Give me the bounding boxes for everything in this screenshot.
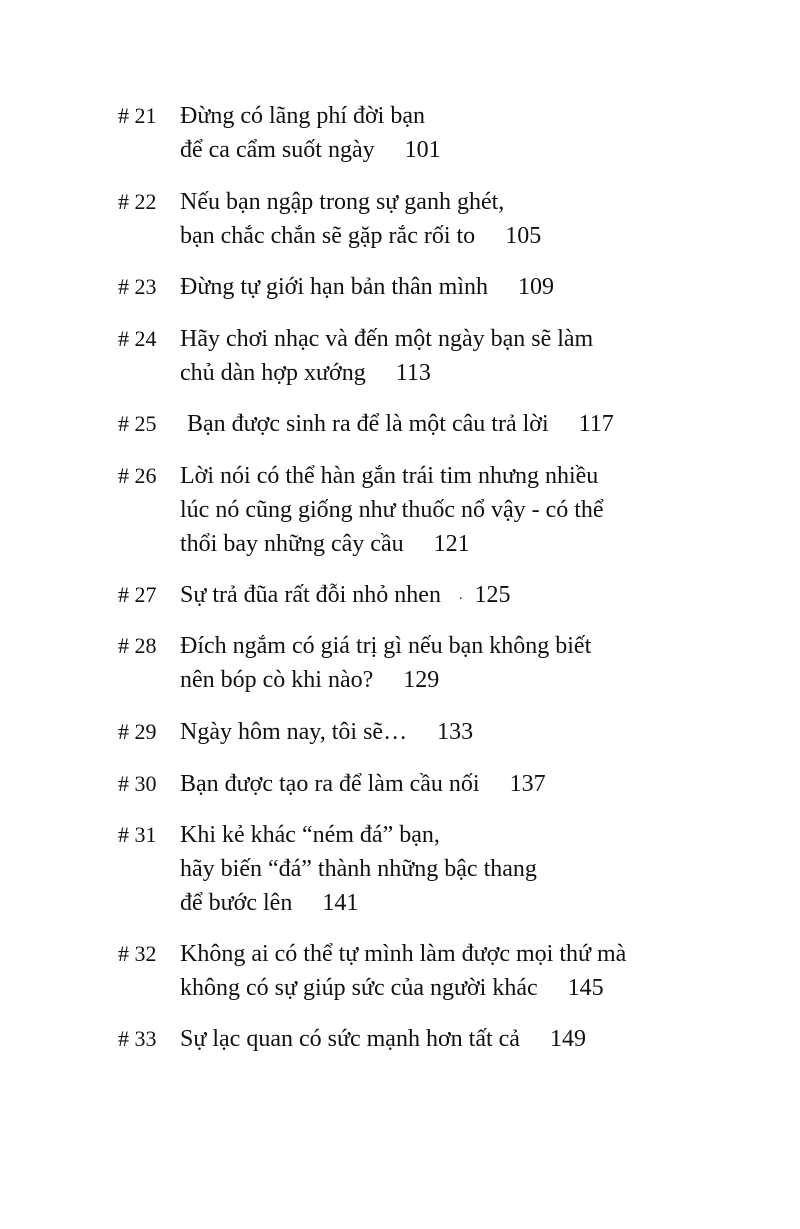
entry-title-line-last	[180, 219, 770, 253]
page-number: 121	[433, 531, 470, 557]
entry-title-text: để ca cẩm suốt ngày	[180, 137, 375, 163]
page-number: 141	[322, 890, 359, 916]
entry-title-text: Ngày hôm nay, tôi sẽ…	[180, 719, 408, 745]
entry-title-text: Bạn được sinh ra để là một câu trả lời	[187, 411, 549, 437]
stray-dot: .	[458, 588, 463, 603]
page-number: 125	[474, 582, 511, 608]
entry-number: # 30	[118, 771, 157, 796]
entry-title	[180, 459, 770, 561]
entry-title	[180, 715, 770, 749]
entry-title-text: Đừng tự giới hạn bản thân mình	[180, 274, 489, 300]
entry-title-line-last	[180, 1022, 770, 1056]
entry-title	[180, 937, 770, 1005]
entry-title	[187, 407, 777, 441]
entry-title-line: Không ai có thể tự mình làm được mọi thứ mà	[180, 941, 627, 967]
entry-title-line-last	[180, 886, 770, 920]
page-number: 117	[578, 411, 614, 437]
entry-title-text: Sự trả đũa rất đỗi nhỏ nhen	[180, 582, 441, 608]
entry-number: # 31	[118, 822, 157, 847]
entry-title-line: lúc nó cũng giống như thuốc nổ vậy - có thể	[180, 497, 604, 523]
entry-number: # 32	[118, 941, 157, 966]
entry-title-line-last	[180, 971, 770, 1005]
entry-title-line-last	[180, 663, 770, 697]
entry-title-text: bạn chắc chắn sẽ gặp rắc rối to	[180, 223, 476, 249]
entry-number: # 26	[118, 463, 157, 488]
entry-number: # 25	[118, 411, 157, 436]
page-number: 145	[567, 975, 604, 1001]
entry-title-line: Nếu bạn ngập trong sự ganh ghét,	[180, 189, 505, 215]
entry-title-line-last	[180, 715, 770, 749]
page-number: 149	[549, 1026, 586, 1052]
entry-title-text: chủ dàn hợp xướng	[180, 360, 366, 386]
entry-title-line: Hãy chơi nhạc và đến một ngày bạn sẽ làm	[180, 326, 594, 352]
entry-title-line-last	[180, 270, 770, 304]
entry-title	[180, 99, 770, 167]
page-number: 105	[505, 223, 542, 249]
entry-title-text: để bước lên	[180, 890, 293, 916]
page-number: 129	[403, 667, 440, 693]
entry-title	[180, 578, 770, 613]
entry-title-text: nên bóp cò khi nào?	[180, 667, 374, 693]
entry-title	[180, 185, 770, 253]
entry-title-line: Đích ngắm có giá trị gì nếu bạn không biết	[180, 633, 592, 659]
entry-title	[180, 767, 770, 801]
entry-number: # 22	[118, 189, 157, 214]
entry-title	[180, 629, 770, 697]
entry-title-line: hãy biến “đá” thành những bậc thang	[180, 856, 537, 882]
entry-number: # 23	[118, 274, 157, 299]
entry-number: # 33	[118, 1026, 157, 1051]
entry-number: # 24	[118, 326, 157, 351]
page-number: 113	[395, 360, 431, 386]
entry-title-text: Bạn được tạo ra để làm cầu nối	[180, 771, 480, 797]
entry-number: # 21	[118, 103, 157, 128]
entry-number: # 27	[118, 582, 157, 607]
entry-title-line: Khi kẻ khác “ném đá” bạn,	[180, 822, 440, 848]
entry-title	[180, 1022, 770, 1056]
entry-title-text: Sự lạc quan có sức mạnh hơn tất cả	[180, 1026, 520, 1052]
entry-title	[180, 818, 770, 920]
page-number: 109	[518, 274, 555, 300]
entry-title	[180, 270, 770, 304]
entry-title-line: Lời nói có thể hàn gắn trái tim nhưng nhiều	[180, 463, 599, 489]
entry-title-line-last	[180, 767, 770, 801]
entry-title-line: Đừng có lãng phí đời bạn	[180, 103, 425, 129]
entry-title-line-last	[187, 407, 777, 441]
entry-number: # 28	[118, 633, 157, 658]
entry-title-line-last	[180, 133, 770, 167]
page-number: 137	[509, 771, 546, 797]
entry-title-line-last	[180, 578, 770, 613]
entry-number: # 29	[118, 719, 157, 744]
entry-title-line-last	[180, 527, 770, 561]
page-number: 133	[437, 719, 474, 745]
page-number: 101	[404, 137, 441, 163]
entry-title	[180, 322, 770, 390]
entry-title-line-last	[180, 356, 770, 390]
entry-title-text: thổi bay những cây cầu	[180, 531, 404, 557]
entry-title-text: không có sự giúp sức của người khác	[180, 975, 538, 1001]
